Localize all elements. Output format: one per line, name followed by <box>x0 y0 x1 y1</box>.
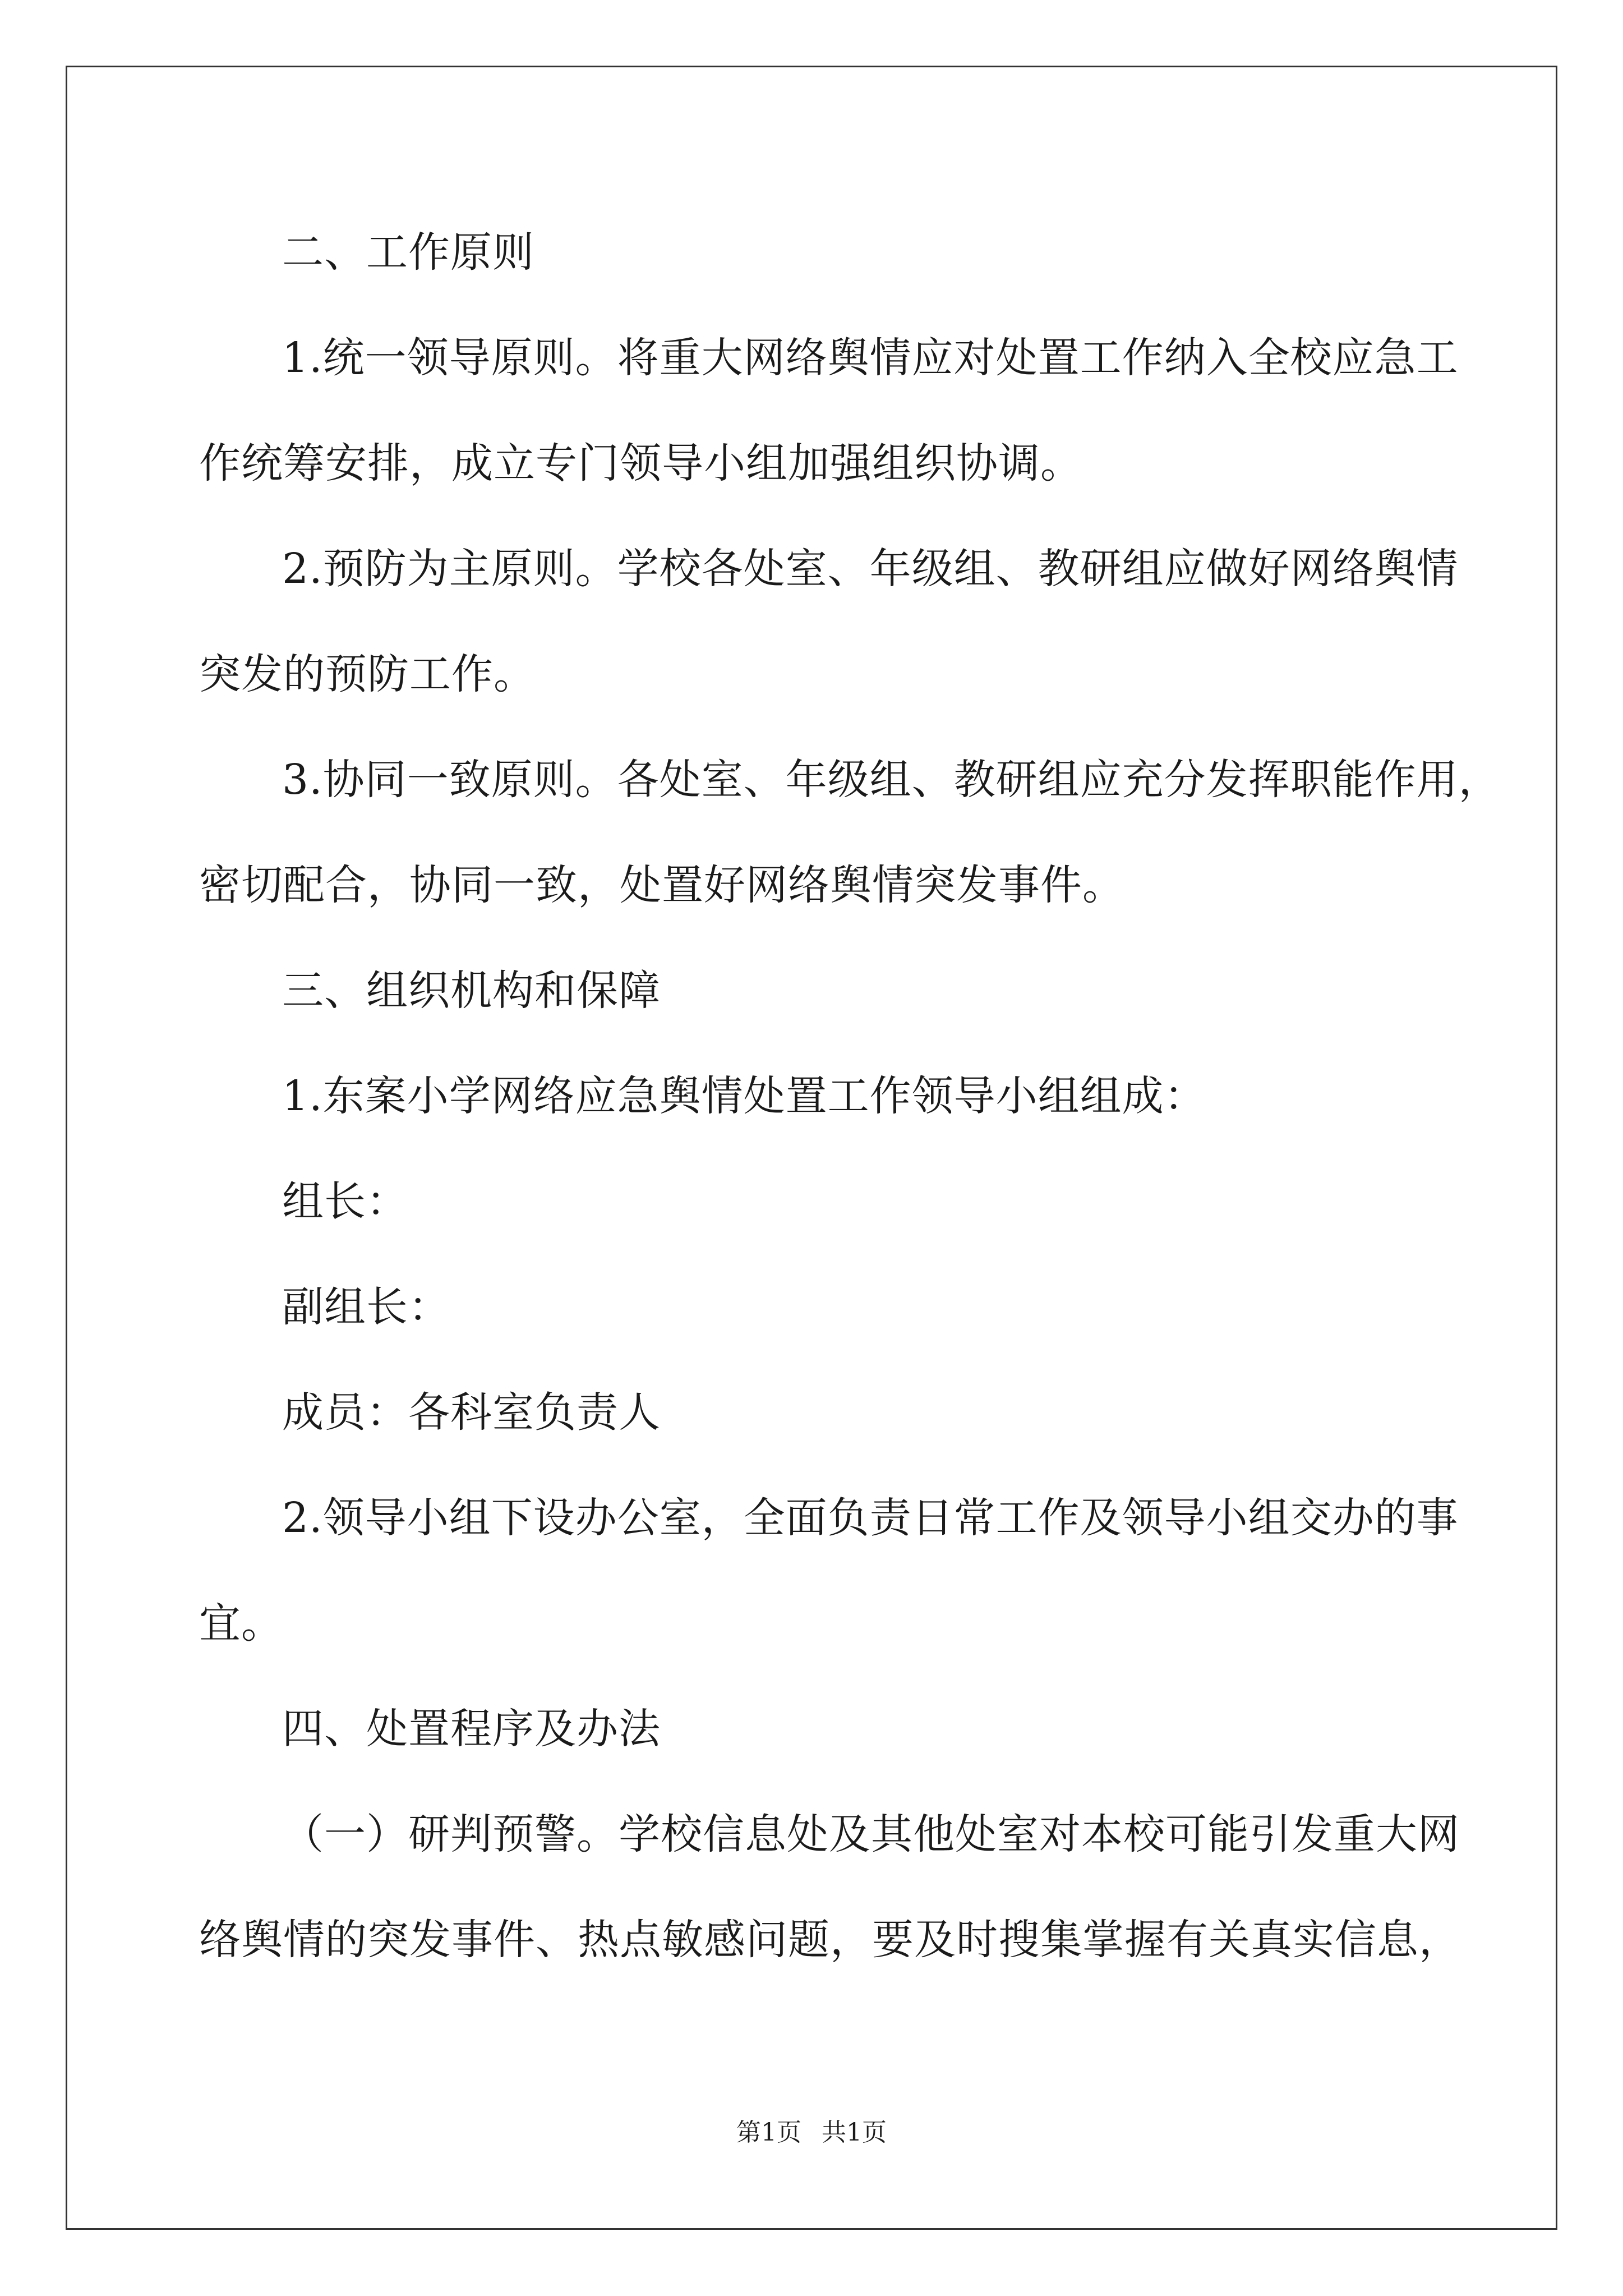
page-total: 共1页 <box>822 2118 887 2147</box>
paragraph-line: 3.协同一致原则。各处室、年级组、教研组应充分发挥职能作用， <box>282 756 1501 804</box>
paragraph-line: 络舆情的突发事件、热点敏感问题，要及时搜集掌握有关真实信息， <box>199 1916 1461 1964</box>
document-body <box>199 210 1501 2003</box>
paragraph-line: 密切配合，协同一致，处置好网络舆情突发事件。 <box>199 861 1124 909</box>
paragraph-line: 宜。 <box>199 1599 283 1648</box>
section-heading: 三、组织机构和保障 <box>282 967 661 1015</box>
paragraph-line: （一）研判预警。学校信息处及其他处室对本校可能引发重大网 <box>282 1810 1460 1858</box>
paragraph-line: 作统筹安排，成立专门领导小组加强组织协调。 <box>199 439 1082 487</box>
paragraph-line: 组长： <box>282 1177 408 1226</box>
paragraph-line: 2.预防为主原则。学校各处室、年级组、教研组应做好网络舆情 <box>282 545 1459 593</box>
paragraph-line: 成员：各科室负责人 <box>282 1388 661 1437</box>
section-heading: 二、工作原则 <box>282 228 534 277</box>
paragraph-line: 2.领导小组下设办公室，全面负责日常工作及领导小组交办的事 <box>282 1494 1459 1542</box>
page-footer <box>0 2116 1623 2150</box>
paragraph-line: 副组长： <box>282 1283 450 1331</box>
section-heading: 四、处置程序及办法 <box>282 1705 661 1753</box>
page-number: 第1页 <box>736 2118 801 2147</box>
paragraph-line: 1.统一领导原则。将重大网络舆情应对处置工作纳入全校应急工 <box>282 334 1459 382</box>
paragraph-line: 1.东案小学网络应急舆情处置工作领导小组组成： <box>282 1072 1206 1120</box>
paragraph-line: 突发的预防工作。 <box>199 650 536 698</box>
